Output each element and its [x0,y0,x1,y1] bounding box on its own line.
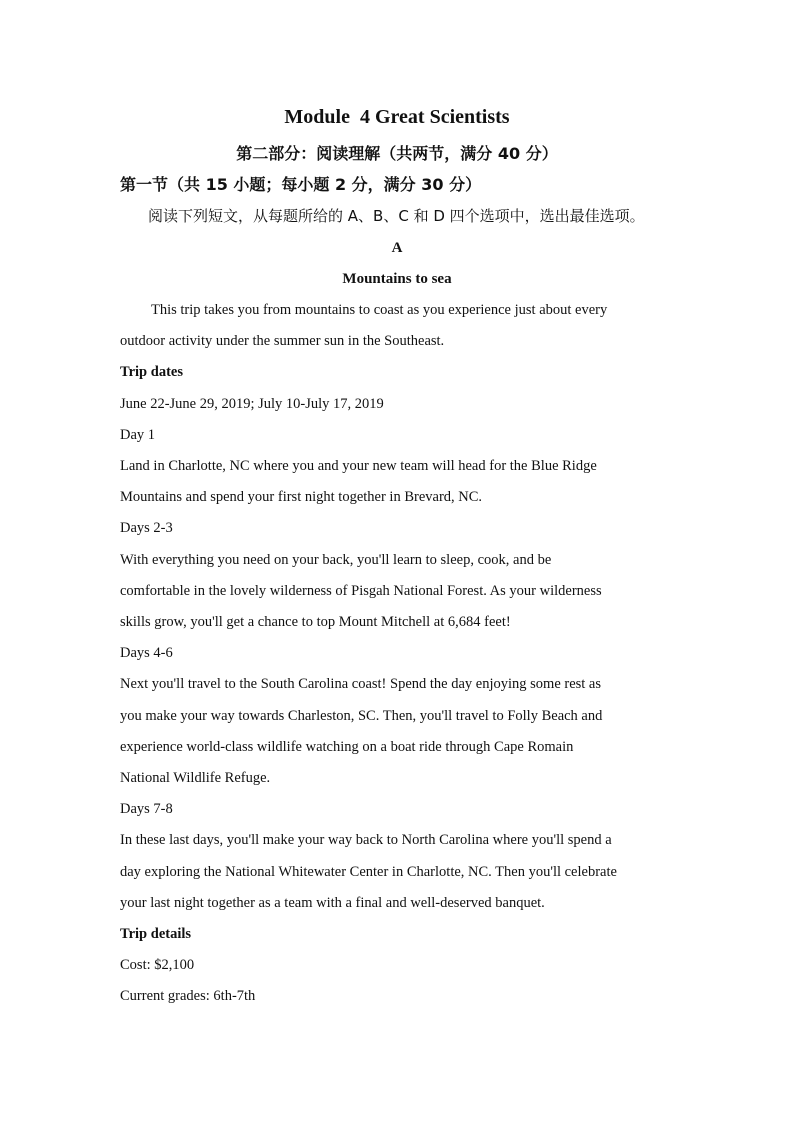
passage-line: Mountains and spend your first night together in Brevard, NC. [120,489,483,505]
passage-subheading: Trip dates [120,364,183,380]
passage-title: Mountains to sea [342,271,452,287]
passage-line: your last night together as a team with a final and well-deserved banquet. [120,895,545,911]
passage-line: June 22-June 29, 2019; July 10-July 17, 2019 [120,396,384,412]
passage-subheading: Trip details [120,926,192,942]
passage-line: Days 7-8 [120,801,173,817]
passage-line: Days 2-3 [120,520,173,536]
passage-label: A [391,240,403,256]
passage-line: Next you'll travel to the South Carolina coast! Spend the day enjoying some rest as [120,676,602,692]
section-heading: 第一节（共 15 小题；每小题 2 分，满分 30 分） [120,175,482,194]
passage-line: Days 4-6 [120,645,173,661]
instruction-text: 阅读下列短文，从每题所给的 A、B、C 和 D 四个选项中，选出最佳选项。 [148,207,645,225]
passage-line: Cost: $2,100 [120,957,195,973]
passage-line: outdoor activity under the summer sun in the Southeast. [120,333,445,349]
passage-line: Current grades: 6th-7th [120,988,256,1004]
passage-line: Land in Charlotte, NC where you and your new team will head for the Blue Ridge [120,458,597,474]
passage-line: comfortable in the lovely wilderness of Pisgah National Forest. As your wilderness [120,583,602,599]
passage-line: National Wildlife Refuge. [120,770,271,786]
passage-line: In these last days, you'll make your way back to North Carolina where you'll spend a [120,832,612,848]
passage-line: This trip takes you from mountains to coast as you experience just about every [151,302,608,318]
passage-line: Day 1 [120,427,156,443]
passage-line: experience world-class wildlife watching on a boat ride through Cape Romain [120,739,574,755]
passage-line: you make your way towards Charleston, SC. Then, you'll travel to Folly Beach and [120,708,603,724]
passage-line: day exploring the National Whitewater Center in Charlotte, NC. Then you'll celebrate [120,864,617,880]
passage-line: With everything you need on your back, you'll learn to sleep, cook, and be [120,552,552,568]
passage-line: skills grow, you'll get a chance to top Mount Mitchell at 6,684 feet! [120,614,511,630]
page-title: Module 4 Great Scientists [284,106,510,128]
part-heading: 第二部分：阅读理解（共两节，满分 40 分） [236,144,558,163]
